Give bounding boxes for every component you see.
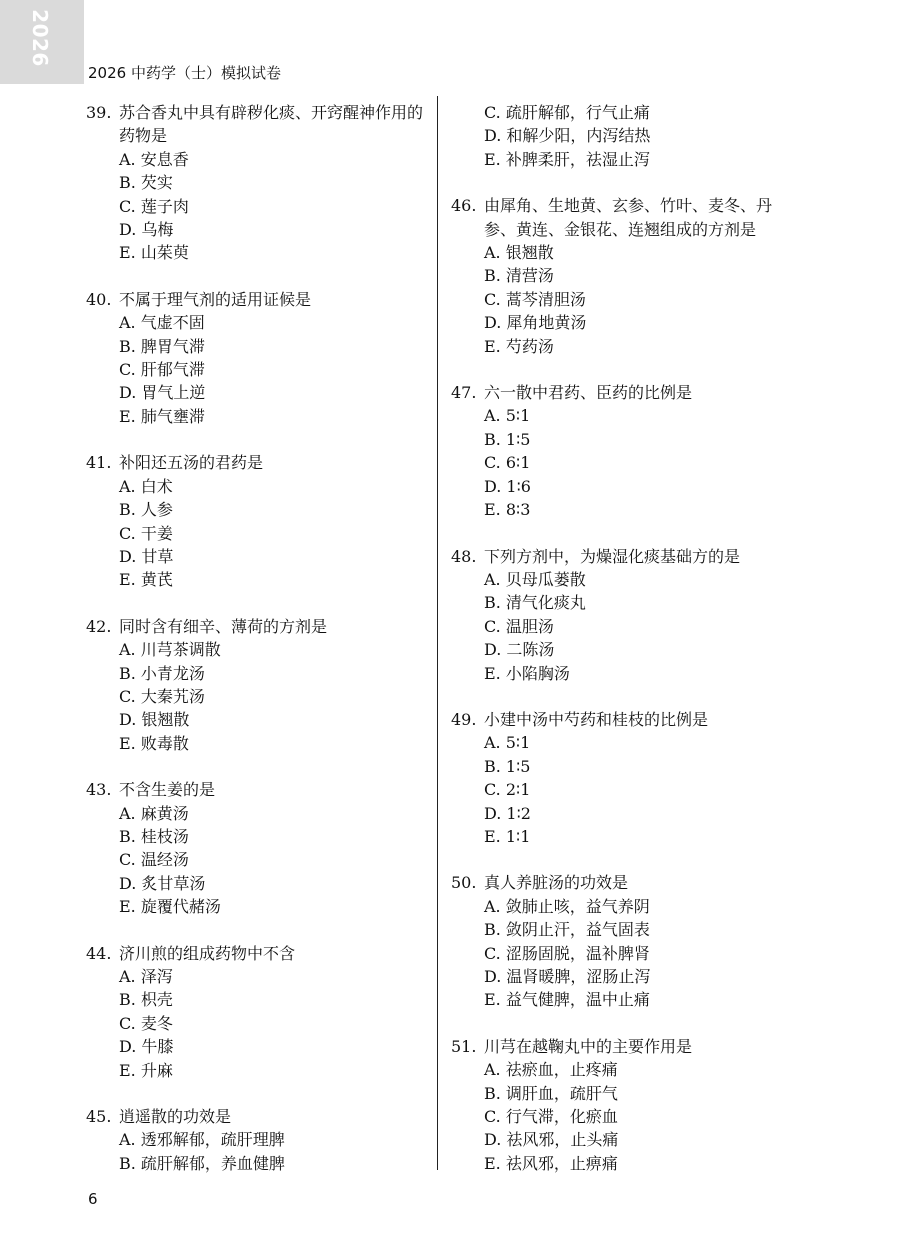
question-text: 小建中汤中芍药和桂枝的比例是 [484,709,709,729]
answer-option: B. 清气化痰丸 [484,593,586,613]
answer-option: E. 芍药汤 [484,336,554,356]
question-text: 苏合香丸中具有辟秽化痰、开窍醒神作用的药物是 [119,103,424,146]
option-list [451,1058,796,1175]
answer-option: C. 涩肠固脱，温补脾肾 [484,943,650,963]
question-47 [451,381,796,521]
question-number: 41. [86,453,112,473]
question-41 [86,451,431,591]
running-title: 2026 中药学（士）模拟试卷 [88,64,281,82]
answer-option: B. 1∶5 [484,429,531,449]
answer-option: B. 1∶5 [484,756,531,776]
answer-option: C. 2∶1 [484,780,531,800]
answer-option: B. 清营汤 [484,266,554,286]
option-list [451,241,796,358]
question-stem [86,942,431,965]
answer-option: C. 干姜 [119,523,173,543]
column-divider [437,96,438,1170]
question-number: 43. [86,780,112,800]
option-list [451,101,796,171]
answer-option: A. 敛肺止咳，益气养阴 [484,896,650,916]
option-list [86,475,431,592]
option-list [86,1128,431,1175]
question-50 [451,871,796,1011]
answer-option: E. 肺气壅滞 [119,406,205,426]
answer-option: C. 温经汤 [119,850,189,870]
question-text: 同时含有细辛、薄荷的方剂是 [119,616,328,636]
question-stem [86,615,431,638]
answer-option: D. 1∶2 [484,803,531,823]
question-stem [451,545,796,568]
question-text: 逍遥散的功效是 [119,1107,232,1127]
answer-option: C. 莲子肉 [119,196,189,216]
question-43 [86,778,431,918]
answer-option: D. 银翘散 [119,710,190,730]
answer-option: D. 牛膝 [119,1037,174,1057]
answer-option: C. 温胆汤 [484,616,554,636]
question-text: 不属于理气剂的适用证候是 [119,289,312,309]
option-list [86,638,431,755]
answer-option: E. 山茱萸 [119,243,189,263]
answer-option: E. 8∶3 [484,500,531,520]
question-40 [86,288,431,428]
question-46 [451,194,796,358]
question-number: 46. [451,196,477,216]
question-44 [86,942,431,1082]
question-45 [86,1105,431,1175]
question-number: 48. [451,546,477,566]
answer-option: D. 乌梅 [119,220,174,240]
answer-option: B. 脾胃气滞 [119,336,205,356]
answer-option: A. 气虚不固 [119,313,205,333]
answer-option: A. 透邪解郁，疏肝理脾 [119,1130,285,1150]
question-39 [86,101,431,265]
answer-option: A. 麻黄汤 [119,803,189,823]
question-text: 川芎在越鞠丸中的主要作用是 [484,1036,693,1056]
question-stem [451,871,796,894]
answer-option: D. 炙甘草汤 [119,873,206,893]
answer-option: D. 胃气上逆 [119,383,206,403]
question-number: 40. [86,289,112,309]
answer-option: B. 敛阴止汗，益气固表 [484,920,650,940]
right-column [451,101,796,1198]
option-list [86,311,431,428]
question-number: 49. [451,709,477,729]
question-number: 44. [86,943,112,963]
answer-option: A. 5∶1 [484,406,531,426]
answer-option: D. 祛风邪，止头痛 [484,1130,619,1150]
question-number: 42. [86,616,112,636]
answer-option: A. 贝母瓜蒌散 [484,569,586,589]
question-text: 下列方剂中，为燥湿化痰基础方的是 [484,546,741,566]
question-text: 由犀角、生地黄、玄参、竹叶、麦冬、丹参、黄连、金银花、连翘组成的方剂是 [484,196,773,239]
answer-option: A. 川芎茶调散 [119,640,221,660]
answer-option: B. 小青龙汤 [119,663,205,683]
option-list [451,568,796,685]
answer-option: A. 祛瘀血，止疼痛 [484,1060,618,1080]
answer-option: D. 1∶6 [484,476,531,496]
question-number: 51. [451,1036,477,1056]
answer-option: E. 祛风邪，止痹痛 [484,1153,618,1173]
answer-option: D. 甘草 [119,546,174,566]
answer-option: A. 5∶1 [484,733,531,753]
answer-option: B. 枳壳 [119,990,173,1010]
question-stem [86,288,431,311]
question-stem [86,451,431,474]
option-list [451,404,796,521]
question-text: 不含生姜的是 [119,780,216,800]
year-tab-label: 2026 [28,9,52,67]
question-number: 47. [451,383,477,403]
answer-option: B. 人参 [119,500,173,520]
year-side-tab [0,0,84,84]
answer-option: A. 银翘散 [484,243,554,263]
question-49 [451,708,796,848]
left-column [86,101,431,1198]
answer-option: C. 疏肝解郁，行气止痛 [484,103,650,122]
right-question-list [451,194,796,1175]
question-number: 50. [451,873,477,893]
answer-option: E. 补脾柔肝，祛湿止泻 [484,149,650,169]
answer-option: B. 芡实 [119,173,173,193]
answer-option: B. 疏肝解郁，养血健脾 [119,1153,285,1173]
answer-option: C. 行气滞，化瘀血 [484,1107,618,1127]
answer-option: E. 小陷胸汤 [484,663,570,683]
answer-option: B. 桂枝汤 [119,826,189,846]
option-list [86,802,431,919]
question-number: 39. [86,103,112,122]
question-stem [86,101,431,148]
answer-option: A. 安息香 [119,149,189,169]
question-stem [451,381,796,404]
question-stem [451,1035,796,1058]
answer-option: C. 肝郁气滞 [119,360,205,380]
option-list [86,965,431,1082]
question-stem [451,194,796,241]
answer-option: E. 益气健脾，温中止痛 [484,990,650,1010]
answer-option: A. 白术 [119,476,173,496]
answer-option: E. 旋覆代赭汤 [119,897,221,917]
question-number: 45. [86,1107,112,1127]
question-51 [451,1035,796,1175]
question-stem [451,708,796,731]
answer-option: E. 黄芪 [119,570,173,590]
question-42 [86,615,431,755]
question-stem [86,1105,431,1128]
option-list [451,731,796,848]
answer-option: A. 泽泻 [119,967,173,986]
answer-option: C. 蒿芩清胆汤 [484,289,586,309]
question-text: 六一散中君药、臣药的比例是 [484,383,693,403]
question-text: 济川煎的组成药物中不含 [119,943,296,963]
answer-option: E. 败毒散 [119,733,189,753]
answer-option: D. 二陈汤 [484,640,555,660]
answer-option: D. 犀角地黄汤 [484,313,587,333]
answer-option: E. 1∶1 [484,826,531,846]
answer-option: C. 6∶1 [484,453,531,473]
question-text: 补阳还五汤的君药是 [119,453,264,473]
answer-option: D. 和解少阳，内泻结热 [484,126,651,146]
answer-option: E. 升麻 [119,1060,173,1080]
answer-option: C. 麦冬 [119,1013,173,1033]
answer-option: B. 调肝血，疏肝气 [484,1083,618,1103]
option-list [451,895,796,1012]
option-list [86,148,431,265]
question-48 [451,545,796,685]
question-text: 真人养脏汤的功效是 [484,873,629,893]
page-number: 6 [88,1190,98,1208]
question-stem [86,778,431,801]
answer-option: C. 大秦艽汤 [119,686,205,706]
answer-option: D. 温肾暖脾，涩肠止泻 [484,967,651,986]
question-45-continued [451,101,796,171]
